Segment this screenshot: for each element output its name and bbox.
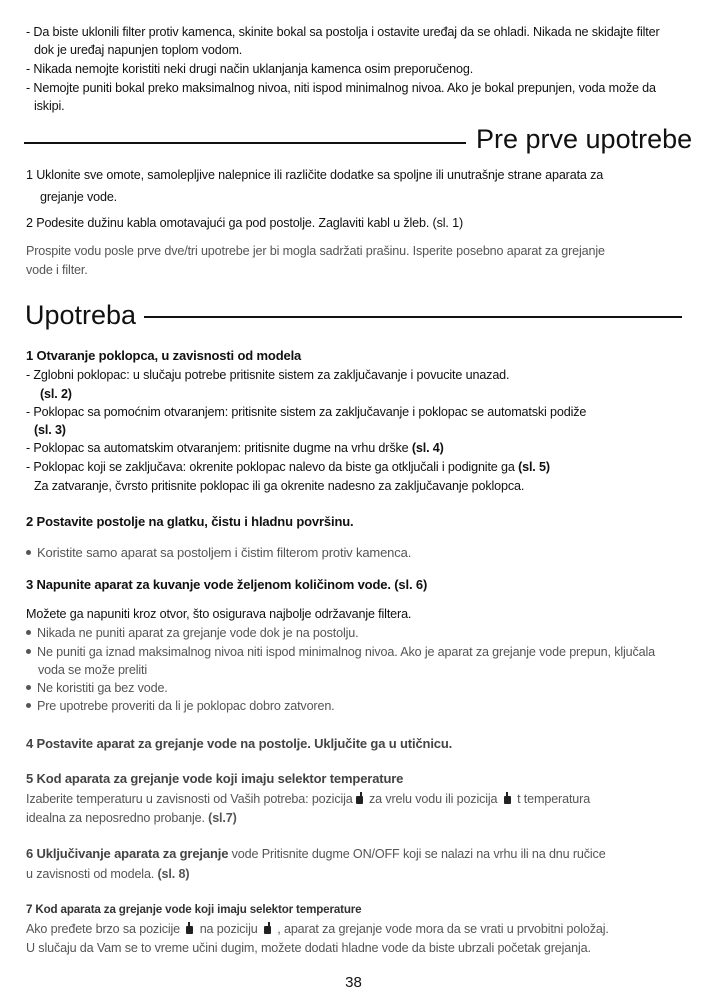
bullet-item: [26, 698, 681, 714]
figure-ref: (sl. 8): [157, 867, 190, 881]
step-heading: 7 Kod aparata za grejanje vode koji imaju selektor temperature: [26, 903, 362, 916]
step-text-body: Ako pređete brzo sa pozicije: [26, 922, 184, 936]
bullet-icon: [26, 630, 31, 635]
bullet-icon: [26, 550, 31, 555]
bullet-item: [26, 545, 681, 561]
step-text: 1 Uklonite sve omote, samolepljive nalepnice ili različite dodatke sa spoljne ili unutrašnje strane aparata za: [26, 168, 604, 182]
bullet-text: Nikada ne puniti aparat za grejanje vode dok je na postolju.: [37, 626, 359, 640]
warning-line: iskipi.: [34, 99, 65, 113]
bullet-icon: [26, 685, 31, 690]
bullet-text: Ne puniti ga iznad maksimalnog nivoa niti ispod minimalnog nivoa. Ako je aparat za grejanje vode prepun, ključala: [37, 645, 656, 659]
step-text-body: na poziciju: [196, 922, 261, 936]
figure-ref: (sl.7): [208, 811, 237, 825]
step-text-body: , aparat za grejanje vode mora da se vrati u prvobitni položaj.: [273, 922, 609, 936]
section-rule: [144, 316, 682, 318]
step-text: [26, 846, 681, 862]
step-text: grejanje vode.: [40, 190, 118, 204]
step-text: Za zatvaranje, čvrsto pritisnite poklopac ili ga okrenite nadesno za zaključavanje poklopca.: [34, 479, 525, 493]
bullet-item: [26, 680, 681, 696]
note-text: vode i filter.: [26, 263, 88, 277]
step-text: Možete ga napuniti kroz otvor, što osigurava najbolje održavanje filtera.: [26, 607, 412, 621]
step-text-body: - Poklopac sa automatskim otvaranjem: pritisnite dugme na vrhu drške: [26, 441, 412, 455]
step-text: [26, 459, 681, 475]
step-heading: 4 Postavite aparat za grejanje vode na postolje. Uključite ga u utičnicu.: [26, 736, 453, 751]
step-text: [26, 791, 681, 807]
section-title-usage: Upotreba: [25, 300, 137, 330]
warning-line: - Nikada nemojte koristiti neki drugi način uklanjanja kamenca osim preporučenog.: [26, 62, 474, 76]
bullet-item: [26, 625, 681, 641]
figure-ref: (sl. 3): [34, 423, 66, 437]
step-text: U slučaju da Vam se to vreme učini dugim, možete dodati hladne vode da biste ubrzali početak grejanja.: [26, 941, 591, 955]
position-hand-icon: [263, 922, 272, 934]
note-text: Prospite vodu posle prve dve/tri upotrebe jer bi mogla sadržati prašinu. Isperite posebno aparat za grejanje: [26, 244, 605, 258]
step-text: - Poklopac sa pomoćnim otvaranjem: pritisnite sistem za zaključavanje i poklopac se automatski podiže: [26, 405, 587, 419]
warning-line: dok je uređaj napunjen toplom vodom.: [34, 43, 243, 57]
hot-water-position-icon: [355, 792, 364, 804]
step-text: - Zglobni poklopac: u slučaju potrebe pritisnite sistem za zaključavanje i povucite unazad.: [26, 368, 510, 382]
figure-ref: (sl. 2): [40, 387, 72, 401]
bullet-icon: [26, 703, 31, 708]
step-heading: 2 Postavite postolje na glatku, čistu i hladnu površinu.: [26, 514, 354, 529]
step-text-body: - Poklopac koji se zaključava: okrenite poklopac nalevo da biste ga otključali i podignite ga: [26, 460, 519, 474]
bullet-icon: [26, 649, 31, 654]
position-hand-icon: [185, 922, 194, 934]
bullet-text: Pre upotrebe proveriti da li je poklopac dobro zatvoren.: [37, 699, 335, 713]
bullet-text: Ne koristiti ga bez vode.: [37, 681, 168, 695]
warning-line: - Nemojte puniti bokal preko maksimalnog nivoa, niti ispod minimalnog nivoa. Ako je bokal prepunjen, voda može da: [26, 81, 656, 95]
step-heading: 1 Otvaranje poklopca, u zavisnosti od modela: [26, 348, 302, 363]
step-text-body: vode Pritisnite dugme ON/OFF koji se nalazi na vrhu ili na dnu ručice: [228, 847, 606, 861]
step-text-body: za vrelu vodu ili pozicija: [365, 792, 501, 806]
step-text-body: idealna za neposredno probanje.: [26, 811, 209, 825]
section-rule: [24, 142, 466, 144]
step-text: [26, 866, 681, 882]
step-text-body: t temperatura: [513, 792, 591, 806]
step-heading: 3 Napunite aparat za kuvanje vode željenom količinom vode. (sl. 6): [26, 577, 428, 592]
tasting-temperature-position-icon: [503, 792, 512, 804]
step-text: [26, 440, 681, 456]
figure-ref: (sl. 4): [411, 441, 444, 455]
step-text-body: u zavisnosti od modela.: [26, 867, 158, 881]
step-heading: 5 Kod aparata za grejanje vode koji imaju selektor temperature: [26, 771, 404, 786]
step-text: [26, 921, 681, 937]
section-title-before-first-use: Pre prve upotrebe: [476, 124, 693, 154]
step-heading: 6 Uključivanje aparata za grejanje: [26, 846, 229, 861]
bullet-text-cont: voda se može preliti: [38, 663, 147, 677]
step-text-body: Izaberite temperaturu u zavisnosti od Vaših potreba: pozicija: [26, 792, 353, 806]
bullet-text: Koristite samo aparat sa postoljem i čistim filterom protiv kamenca.: [37, 545, 412, 560]
step-text: [26, 810, 681, 826]
warning-line: - Da biste uklonili filter protiv kamenca, skinite bokal sa postolja i ostavite uređaj da se ohladi. Nikada ne skidajte filter: [26, 25, 660, 39]
step-text: 2 Podesite dužinu kabla omotavajući ga pod postolje. Zaglaviti kabl u žleb. (sl. 1): [26, 216, 463, 230]
page-number: 38: [345, 974, 362, 991]
figure-ref: (sl. 5): [518, 460, 550, 474]
bullet-item: [26, 644, 681, 660]
